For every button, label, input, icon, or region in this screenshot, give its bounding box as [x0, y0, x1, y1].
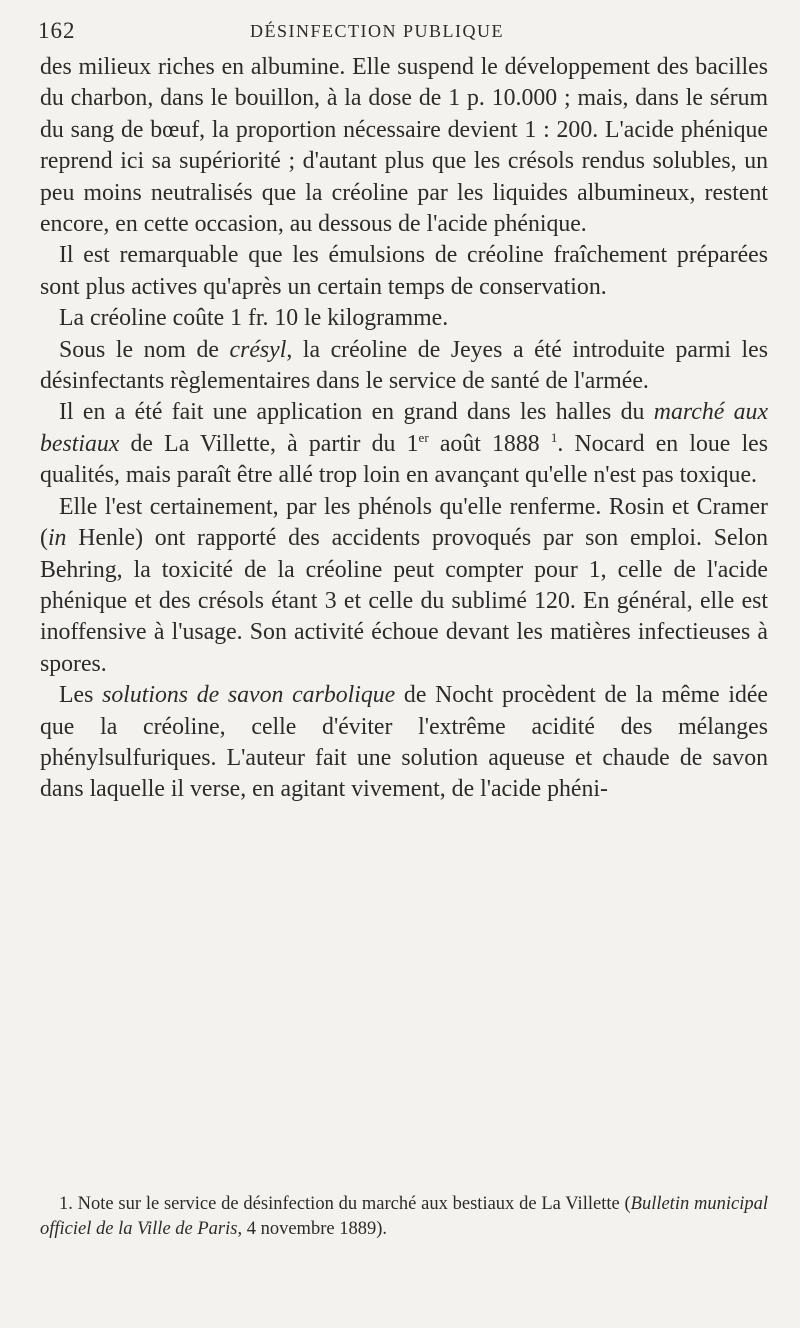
paragraph-1: des milieux riches en albumine. Elle suspend le développement des bacilles du charbon, dans le bouillon, à la dose de 1 p. 10.000 ; mais, dans le sérum du sang de bœuf, la proportion nécessaire devient 1 : 200. L'acide phénique reprend ici sa supériorité ; d'autant plus que les crésols rendus solubles, un peu moins neutralisés que la créoline par les liquides albumineux, restent encore, en cette occasion, au dessous de l'acide phénique.: [40, 54, 768, 238]
footnotes: [40, 1192, 768, 1241]
page-number: 162: [38, 18, 76, 43]
paragraph-3: La créoline coûte 1 fr. 10 le kilogramme.: [59, 305, 449, 332]
footnote-1: 1. Note sur le service de désinfection du marché aux bestiaux de La Villette (Bulletin municipal officiel de la Ville de Paris, 4 novembre 1889).: [40, 1194, 768, 1239]
italic-term: marché aux bestiaux: [40, 399, 769, 457]
page-header: [38, 18, 768, 48]
italic-term: in: [47, 525, 67, 552]
italic-term: crésyl: [229, 336, 287, 363]
body-text: [40, 52, 768, 806]
paragraph-4: Sous le nom de crésyl, la créoline de Jeyes a été introduite parmi les désinfectants règlementaires dans le service de santé de l'armée.: [40, 336, 768, 395]
footnote-marker: 1: [550, 429, 558, 445]
italic-title: Bulletin municipal officiel de la Ville de Paris: [40, 1194, 768, 1239]
paragraph-7: Les solutions de savon carbolique de Nocht procèdent de la même idée que la créoline, celle d'éviter l'extrême acidité des mélanges phénylsulfuriques. L'auteur fait une solution aqueuse et chaude de savon dans laquelle il verse, en agitant vivement, de l'acide phéni-: [40, 682, 768, 803]
running-head: DÉSINFECTION PUBLIQUE: [250, 21, 504, 41]
paragraph-5: Il en a été fait une application en grand dans les halles du marché aux bestiaux de La Villette, à partir du 1er août 1888 $^1$. Nocard en loue les qualités, mais paraît être allé trop loin en avançant qu'elle n'est pas toxique.: [40, 399, 769, 489]
paragraph-6: Elle l'est certainement, par les phénols qu'elle renferme. Rosin et Cramer (in Henle) ont rapporté des accidents provoqués par son emploi. Selon Behring, la toxicité de la créoline peut compter pour 1, celle de l'acide phénique et des crésols étant 3 et celle du sublimé 120. En général, elle est inoffensive à l'usage. Son activité échoue devant les matières infectieuses à spores.: [40, 493, 768, 677]
italic-term: solutions de savon carbolique: [102, 682, 396, 709]
paragraph-2: Il est remarquable que les émulsions de créoline fraîchement préparées sont plus actives qu'après un certain temps de conservation.: [40, 242, 768, 300]
superscript: er: [418, 429, 429, 445]
